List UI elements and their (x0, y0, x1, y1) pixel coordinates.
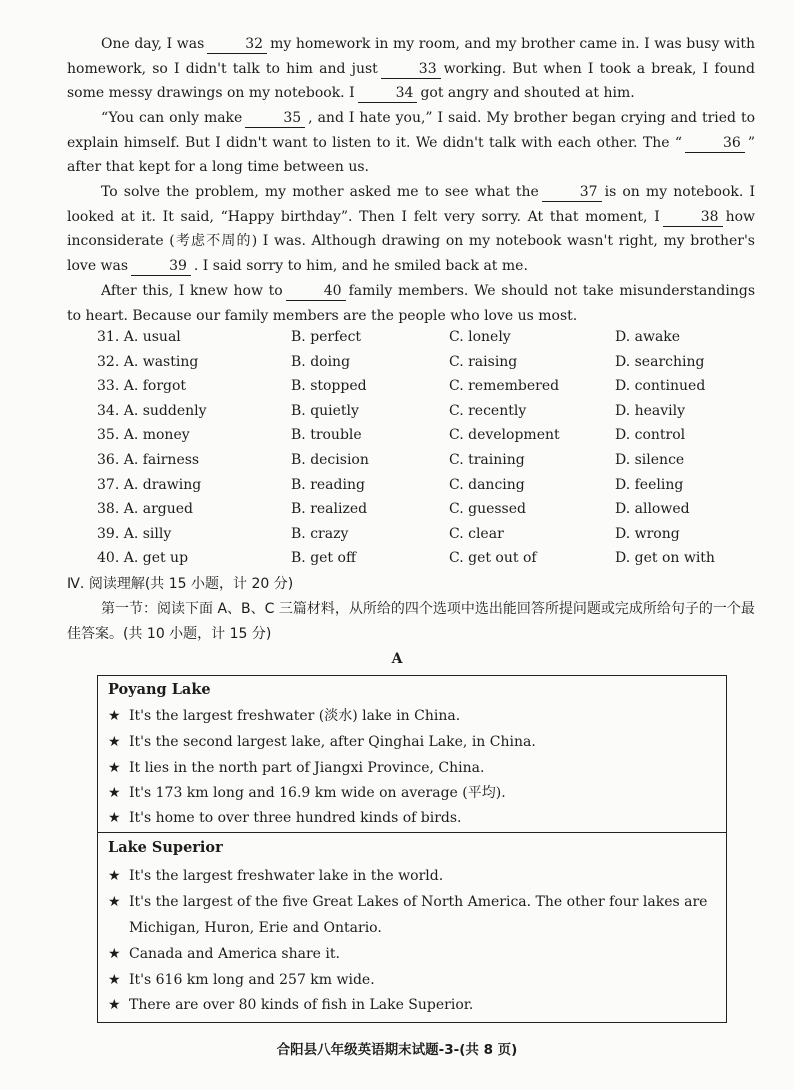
star-icon: ★ (108, 708, 121, 724)
option-row-33 (97, 376, 737, 401)
option: D. get on with (615, 550, 715, 567)
fact-item (108, 968, 720, 994)
lakes-table (97, 675, 727, 1023)
cloze-paragraph-1 (67, 32, 755, 106)
option: B. quietly (291, 402, 359, 419)
star-icon: ★ (108, 868, 121, 884)
option: B. decision (291, 451, 369, 468)
cloze-paragraph-4 (67, 279, 755, 328)
text: working. But when I took a break, I found some messy drawings on my notebook. I (67, 60, 756, 102)
blank-36: 36 (685, 135, 745, 153)
option: D. awake (615, 329, 681, 345)
text: “You can only make (101, 110, 243, 126)
fact-item (108, 730, 720, 756)
option-row-38 (97, 499, 737, 524)
option: B. doing (291, 353, 351, 370)
poyang-lake-title: Poyang Lake (108, 681, 211, 698)
option-row-32 (97, 352, 737, 377)
option-row-37 (97, 475, 737, 500)
passage-label: A (391, 651, 403, 667)
option: B. reading (291, 476, 365, 493)
star-icon: ★ (108, 810, 121, 826)
option-row-40 (97, 548, 737, 573)
cloze-paragraph-3 (67, 180, 755, 278)
fact-item (108, 806, 720, 832)
fact-text: It's the largest freshwater lake in the world. (129, 868, 444, 884)
option: C. get out of (449, 550, 537, 567)
blank-35: 35 (245, 110, 305, 128)
fact-item (108, 781, 720, 807)
star-icon: ★ (108, 972, 121, 988)
text: , and I hate you,” I said. My brother began crying and tried to explain himself. But I didn't want to listen to it. We didn't talk with each other. The “ (67, 110, 756, 151)
option: C. recently (449, 402, 527, 419)
text: After this, I knew how to (101, 283, 283, 299)
option: B. stopped (291, 378, 367, 395)
option: B. trouble (291, 427, 362, 444)
option: 39. A. silly (97, 525, 172, 542)
option: D. searching (615, 353, 705, 370)
text: my homework in my room, and my brother came in. I was busy with homework, so I didn't talk to him and just (67, 36, 755, 77)
text: family members. We should not take misunderstandings to heart. Because our family members are the people who love us most. (67, 283, 756, 324)
option: B. crazy (291, 525, 349, 542)
option: C. raising (449, 353, 518, 370)
blank-38: 38 (663, 209, 723, 227)
option: 40. A. get up (97, 550, 189, 567)
option: D. control (615, 427, 686, 444)
option: C. lonely (449, 329, 511, 345)
blank-34: 34 (358, 85, 418, 103)
section-description: 第一节：阅读下面 A、B、C 三篇材料，从所给的四个选项中选出能回答所提问题或完成所给句子的一个最佳答案。(共 10 小题，计 15 分) (67, 601, 755, 642)
option: C. remembered (449, 378, 560, 395)
option-row-39 (97, 524, 737, 549)
option: D. heavily (615, 402, 686, 419)
blank-32: 32 (207, 36, 267, 54)
star-icon: ★ (108, 760, 121, 776)
star-icon: ★ (108, 734, 121, 750)
text: how inconsiderate (考虑不周的) I was. Although drawing on my notebook wasn't right, my brother's love was (67, 208, 755, 274)
option: C. training (449, 451, 525, 468)
option: D. continued (615, 378, 706, 395)
fact-text: Canada and America share it. (129, 946, 340, 962)
blank-40: 40 (286, 283, 346, 301)
option: B. perfect (291, 329, 362, 345)
fact-text: It's 173 km long and 16.9 km wide on average (平均). (129, 785, 506, 801)
fact-text: It's the largest of the five Great Lakes of North America. The other four lakes are Michigan, Huron, Erie and Ontario. (129, 894, 708, 936)
fact-item (108, 704, 720, 730)
text: ” after that kept for a long time between us. (67, 134, 755, 176)
blank-39: 39 (131, 258, 191, 276)
cloze-paragraph-2 (67, 106, 755, 180)
option: C. clear (449, 525, 504, 542)
option: C. development (449, 427, 560, 444)
option: D. wrong (615, 525, 680, 542)
star-icon: ★ (108, 946, 121, 962)
poyang-lake-section (98, 676, 726, 833)
fact-text: It's home to over three hundred kinds of birds. (129, 810, 462, 826)
option: 37. A. drawing (97, 476, 202, 493)
option: D. allowed (615, 501, 690, 518)
star-icon: ★ (108, 997, 121, 1013)
option: B. realized (291, 501, 368, 518)
star-icon: ★ (108, 785, 121, 801)
blank-33: 33 (381, 61, 441, 79)
lake-superior-section (98, 833, 726, 1022)
option: 35. A. money (97, 427, 190, 444)
text: To solve the problem, my mother asked me to see what the (101, 184, 539, 200)
fact-text: It lies in the north part of Jiangxi Province, China. (129, 760, 485, 776)
option: 32. A. wasting (97, 353, 199, 370)
option-row-31 (97, 327, 737, 352)
answer-options (97, 327, 737, 573)
option: 31. A. usual (97, 329, 181, 345)
blank-37: 37 (542, 184, 602, 202)
text: One day, I was (101, 36, 205, 52)
star-icon: ★ (108, 894, 121, 910)
section-heading: Ⅳ. 阅读理解(共 15 小题，计 20 分) (67, 576, 294, 592)
fact-text: There are over 80 kinds of fish in Lake Superior. (129, 997, 474, 1013)
option: 36. A. fairness (97, 451, 200, 468)
option: C. guessed (449, 501, 526, 518)
option: 38. A. argued (97, 501, 193, 518)
option: D. feeling (615, 476, 684, 493)
fact-text: It's the largest freshwater (淡水) lake in China. (129, 708, 461, 724)
option-row-36 (97, 450, 737, 475)
fact-item (108, 993, 720, 1019)
lake-superior-title: Lake Superior (108, 839, 223, 856)
option: 33. A. forgot (97, 378, 187, 395)
option: B. get off (291, 550, 356, 567)
option: D. silence (615, 451, 685, 468)
option: 34. A. suddenly (97, 402, 207, 419)
text: . I said sorry to him, and he smiled back at me. (193, 257, 528, 274)
fact-text: It's the second largest lake, after Qinghai Lake, in China. (129, 734, 536, 750)
option-row-34 (97, 401, 737, 426)
fact-item (108, 756, 720, 782)
fact-item (108, 864, 720, 890)
fact-item (108, 942, 720, 968)
page-footer: 合阳县八年级英语期末试题-3-(共 8 页) (276, 1042, 518, 1058)
fact-item (108, 890, 720, 941)
option-row-35 (97, 425, 737, 450)
fact-text: It's 616 km long and 257 km wide. (129, 972, 375, 988)
text: is on my notebook. I looked at it. It said, “Happy birthday”. Then I felt very sorry. At that moment, I (67, 184, 755, 225)
text: got angry and shouted at him. (420, 85, 635, 102)
option: C. dancing (449, 476, 525, 493)
